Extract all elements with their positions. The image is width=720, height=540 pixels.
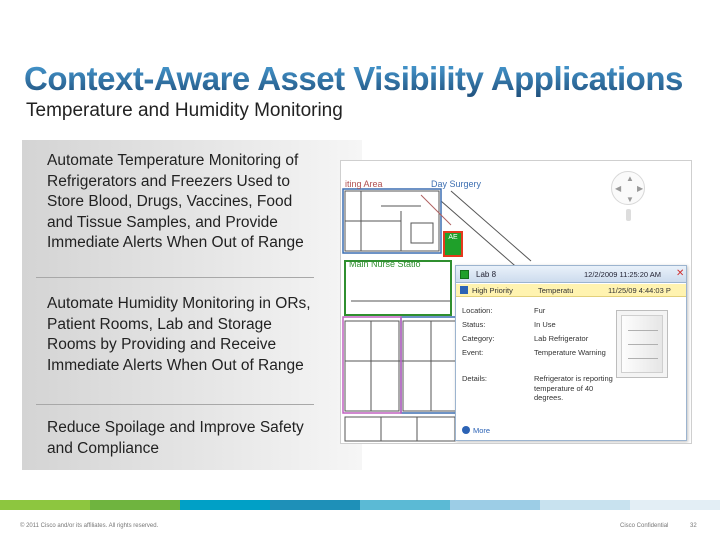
pan-up-icon[interactable]: ▲ [626, 174, 634, 183]
asset-info-popup [455, 265, 687, 441]
zoom-slider-handle[interactable] [626, 209, 631, 221]
pan-down-icon[interactable]: ▼ [626, 195, 634, 204]
bullet-temperature: Automate Temperature Monitoring of Refrigerators and Freezers Used to Store Blood, Drugs, Vaccines, Food and Tissue Samples, and Provide Immediate Alerts When Out of Range [47, 152, 304, 252]
bullet-divider [36, 277, 314, 278]
popup-asset-name: Lab 8 [476, 270, 497, 279]
map-label-waiting-area: iting Area [345, 179, 383, 189]
stripe-segment [90, 500, 180, 510]
detail-label-status: Status: [462, 320, 486, 329]
detail-value-details: Refrigerator is reporting temperature of 40 degrees. [534, 374, 613, 402]
fridge-shelf [628, 358, 658, 359]
stripe-segment [180, 500, 270, 510]
close-icon[interactable]: ✕ [676, 268, 685, 279]
bullet-divider [36, 404, 314, 405]
map-label-nurse-station: Main Nurse Statio [349, 259, 421, 269]
more-link-label: More [473, 426, 491, 435]
footer-color-stripe [0, 500, 720, 510]
page-number: 32 [690, 523, 697, 529]
more-icon [462, 426, 470, 434]
alert-priority: High Priority [472, 286, 513, 295]
pan-left-icon[interactable]: ◀ [615, 184, 622, 193]
refrigerator-image [616, 310, 668, 378]
alert-time: 11/25/09 4:44:03 P [608, 286, 671, 295]
fridge-shelf [628, 330, 658, 331]
footer-copyright: © 2011 Cisco and/or its affiliates. All rights reserved. [20, 523, 159, 529]
alert-flag-icon [460, 286, 468, 294]
sensor-marker[interactable]: AE [443, 231, 463, 257]
stripe-segment [360, 500, 450, 510]
stripe-segment [630, 500, 720, 510]
detail-label-details: Details: [462, 374, 488, 383]
map-pan-control[interactable] [611, 171, 645, 205]
detail-label-category: Category: [462, 334, 495, 343]
slide-subtitle: Temperature and Humidity Monitoring [26, 100, 343, 121]
refrigerator-door [621, 315, 663, 373]
stripe-segment [0, 500, 90, 510]
alert-type: Temperatu [538, 286, 574, 295]
floor-map-screenshot[interactable] [340, 160, 692, 444]
slide-title: Context-Aware Asset Visibility Applications [24, 60, 683, 97]
detail-label-location: Location: [462, 306, 493, 315]
bullet-spoilage: Reduce Spoilage and Improve Safety and Compliance [47, 419, 304, 457]
stripe-segment [450, 500, 540, 510]
alert-row[interactable] [456, 284, 686, 297]
fridge-shelf [628, 344, 658, 345]
stripe-segment [270, 500, 360, 510]
footer-confidential: Cisco Confidential [620, 523, 669, 529]
popup-header [456, 266, 686, 283]
bullet-humidity: Automate Humidity Monitoring in ORs, Patient Rooms, Lab and Storage Rooms by Providing and Receive Immediate Alerts When Out of Range [47, 295, 311, 374]
pan-right-icon[interactable]: ▶ [637, 184, 644, 193]
popup-timestamp: 12/2/2009 11:25:20 AM [584, 270, 662, 279]
detail-value-location: Fur [534, 306, 546, 315]
map-label-day-surgery: Day Surgery [431, 179, 482, 189]
detail-value-category: Lab Refrigerator [534, 334, 589, 343]
detail-label-event: Event: [462, 348, 484, 357]
detail-value-status: In Use [534, 320, 556, 329]
stripe-segment [540, 500, 630, 510]
asset-status-icon [460, 270, 469, 279]
detail-value-event: Temperature Warning [534, 348, 606, 357]
